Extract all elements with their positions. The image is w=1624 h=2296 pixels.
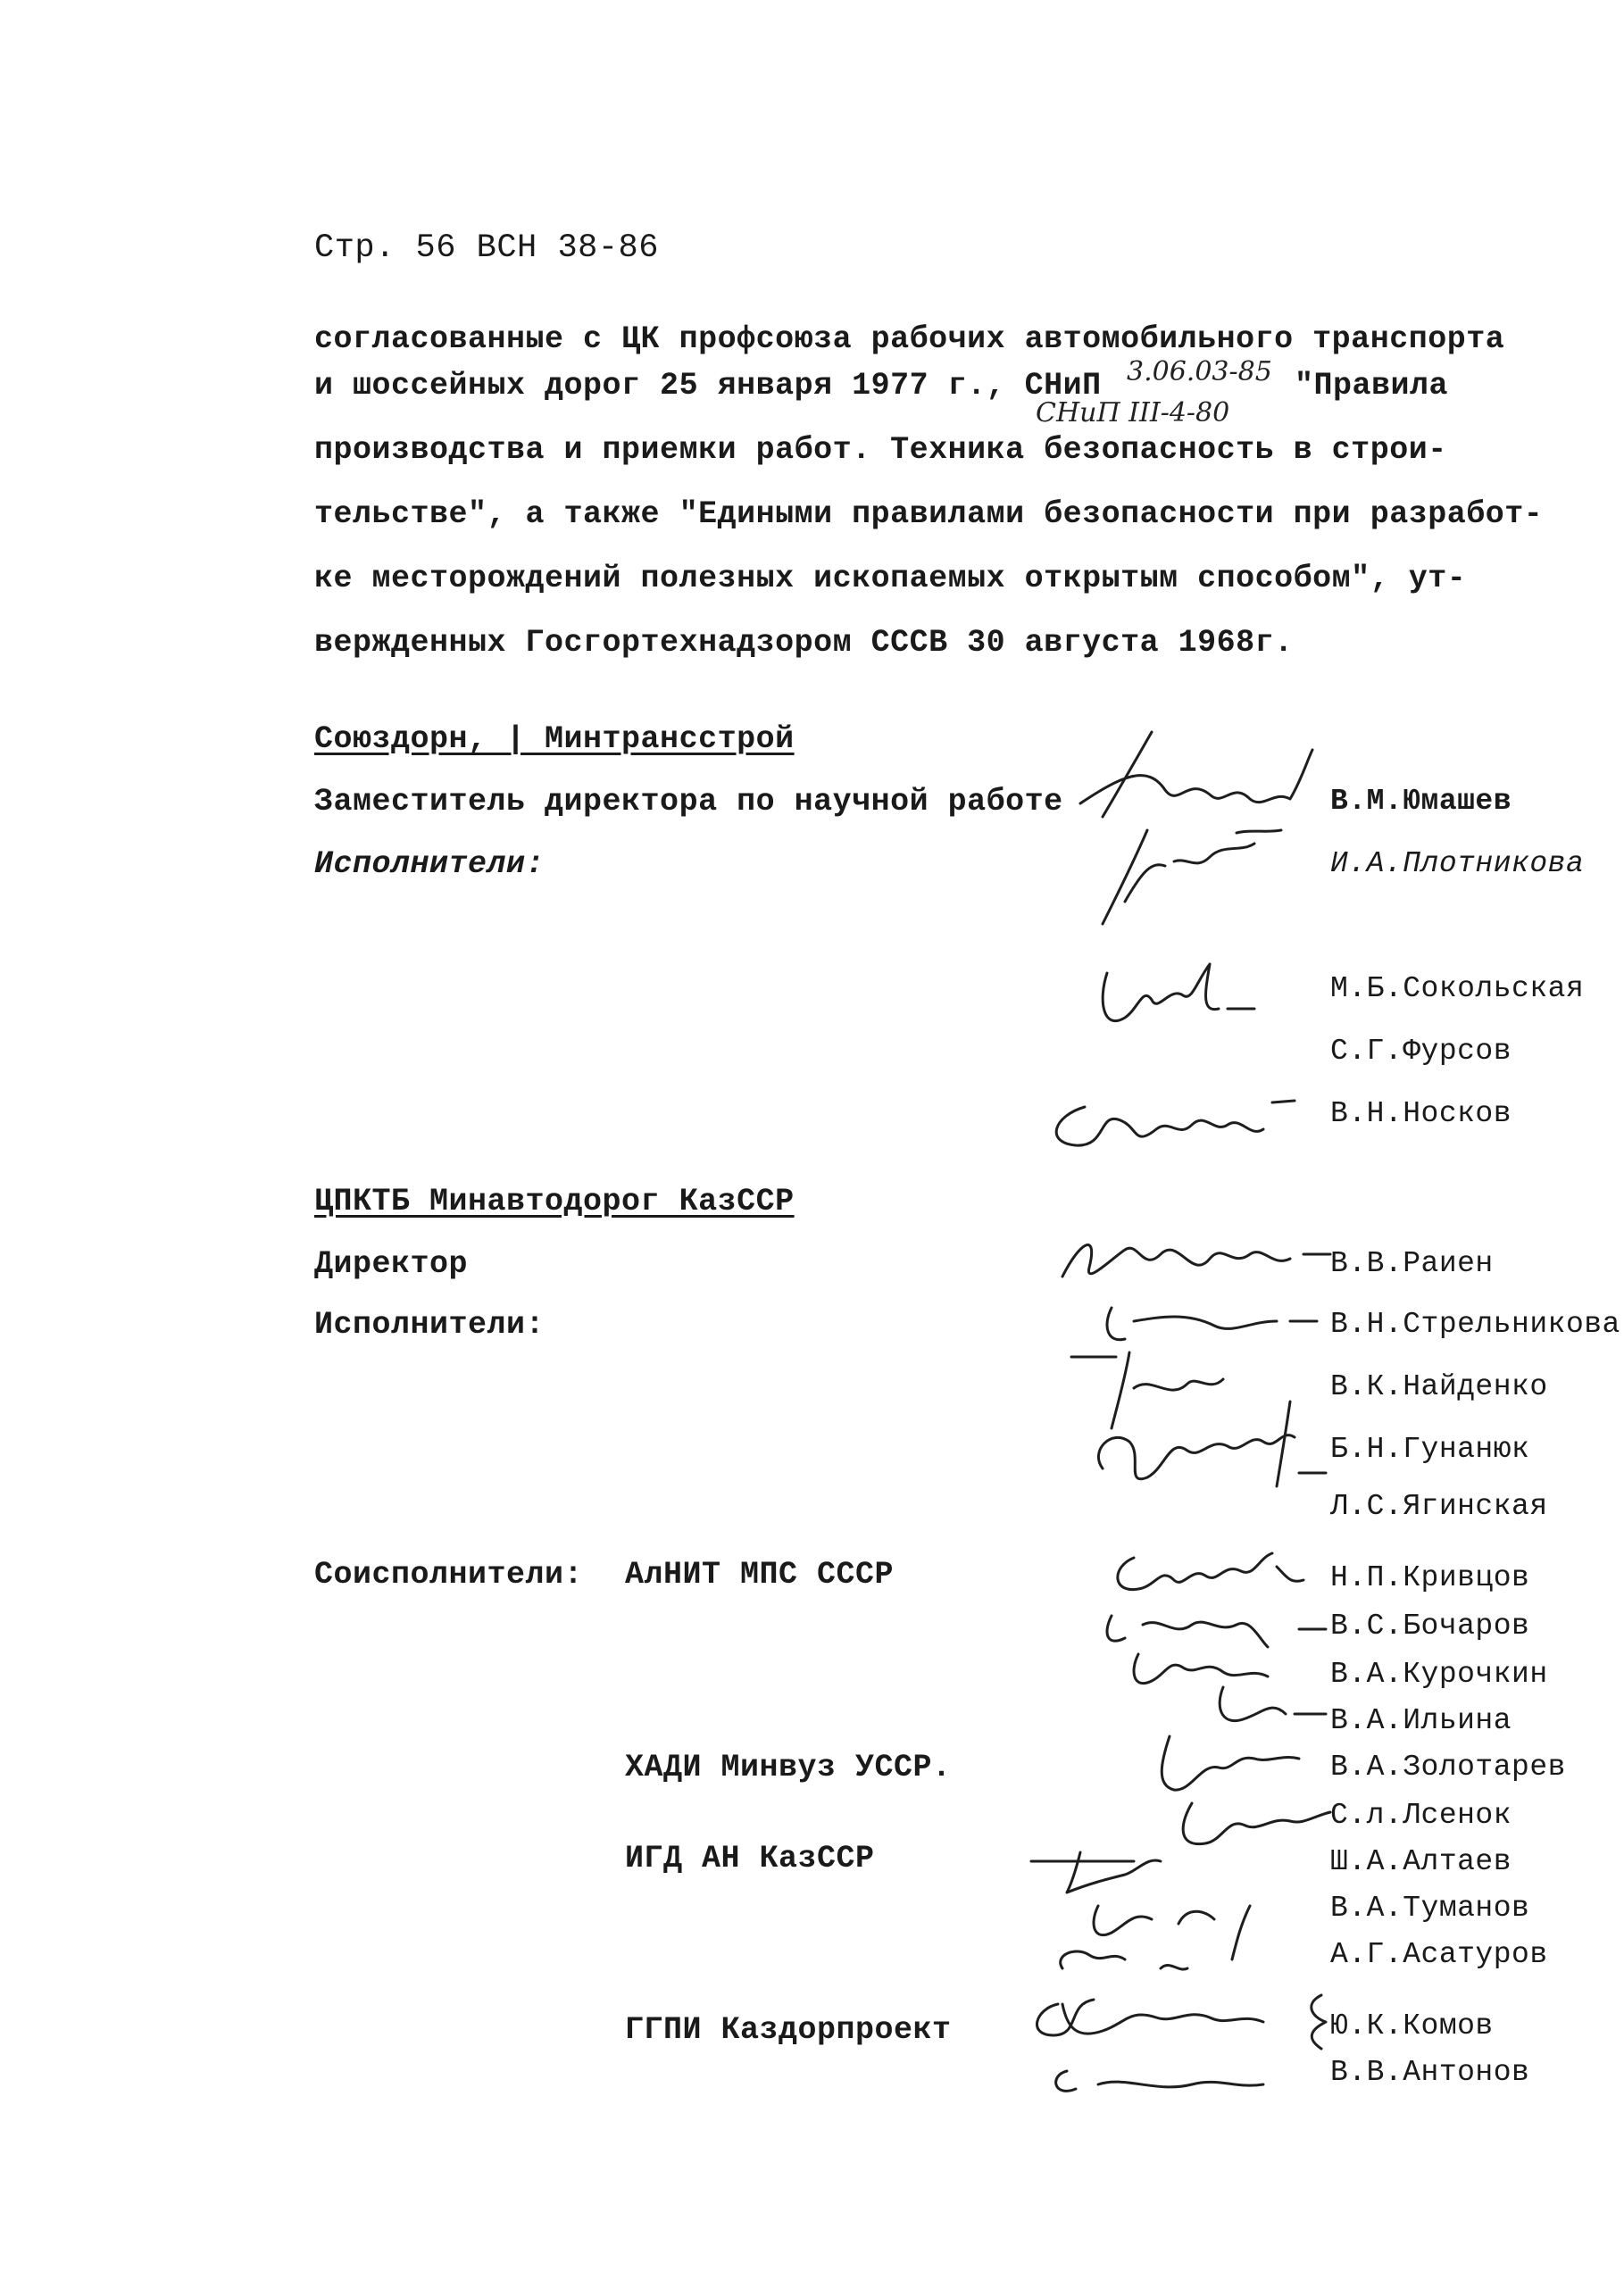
- page-header: Стр. 56 ВСН 38-86: [314, 229, 659, 267]
- section1-org: Союздорн, | Минтрансстрой: [314, 721, 795, 757]
- signature-komov-antonov: [1013, 1986, 1335, 2102]
- section3-org-1: АлНИТ МПС СССР: [625, 1557, 895, 1593]
- body-line-3: производства и приемки работ. Техника безопасность в строи-: [314, 432, 1447, 468]
- section2-executor-4: Л.С.Ягинская: [1330, 1490, 1548, 1523]
- signature-gunanyuk: [1076, 1388, 1335, 1504]
- signature-plotnikova: [1089, 817, 1295, 933]
- signature-zolotarev: [1147, 1727, 1326, 1799]
- body-line-5: ке месторождений полезных ископаемых открытым способом", ут-: [314, 561, 1467, 596]
- body-line-1: согласованные с ЦК профсоюза рабочих автомобильного транспорта: [314, 321, 1505, 357]
- section3-org-4-name-1: Ю.К.Комов: [1330, 2009, 1494, 2042]
- section3-org-3: ИГД АН КазССР: [625, 1841, 875, 1876]
- section3-org-1-name-4: В.А.Ильина: [1330, 1704, 1512, 1737]
- body-line-2-end: "Правила: [1295, 368, 1449, 403]
- section1-executor-4: В.Н.Носков: [1330, 1097, 1512, 1130]
- section3-org-4: ГГПИ Каздорпроект: [625, 2012, 952, 2048]
- section3-org-2: ХАДИ Минвуз УССР.: [625, 1750, 952, 1785]
- section2-executor-1: В.Н.Стрельникова: [1330, 1308, 1620, 1341]
- section2-director-label: Директор: [314, 1246, 469, 1282]
- section2-executors-label: Исполнители:: [314, 1307, 545, 1343]
- section1-deputy-label: Заместитель директора по научной работе: [314, 784, 1063, 819]
- section3-org-2-name-2: С.л.Лсенок: [1330, 1799, 1512, 1832]
- section3-org-3-name-1: Ш.А.Алтаев: [1330, 1845, 1512, 1878]
- section1-executor-3: С.Г.Фурсов: [1330, 1035, 1512, 1068]
- section2-org: ЦПКТБ Минавтодорог КазССР: [314, 1184, 795, 1219]
- section1-executors-label: Исполнители:: [314, 846, 545, 882]
- body-line-6: вержденных Госгортехнадзором СССВ 30 августа 1968г.: [314, 625, 1294, 661]
- section1-executor-1: И.А.Плотникова: [1330, 847, 1585, 880]
- handwritten-snip-1: 3.06.03-85: [1127, 356, 1272, 387]
- section3-org-3-name-3: А.Г.Асатуров: [1330, 1938, 1548, 1971]
- section3-coexecutors-label: Соисполнители:: [314, 1557, 584, 1593]
- section3-org-3-name-2: В.А.Туманов: [1330, 1892, 1530, 1925]
- section1-deputy-name: В.М.Юмашев: [1330, 785, 1512, 818]
- section3-org-1-name-3: В.А.Курочкин: [1330, 1658, 1548, 1691]
- section2-director-name: В.В.Раиен: [1330, 1247, 1494, 1280]
- signature-altaev-tumanov-asaturov: [1027, 1843, 1330, 1986]
- section2-executor-3: Б.Н.Гунанюк: [1330, 1433, 1530, 1466]
- handwritten-snip-2: СНиП III-4-80: [1036, 397, 1230, 428]
- section3-org-1-name-2: В.С.Бочаров: [1330, 1610, 1530, 1643]
- section3-org-4-name-2: В.В.Антонов: [1330, 2056, 1530, 2089]
- body-line-4: тельстве", а также "Едиными правилами безопасности при разработ-: [314, 496, 1544, 532]
- section3-org-1-name-1: Н.П.Кривцов: [1330, 1561, 1530, 1594]
- body-line-2: и шоссейных дорог 25 января 1977 г., СНиП: [314, 368, 1102, 403]
- signature-krivtsov: [1098, 1540, 1330, 1607]
- signature-yumashev: [1067, 728, 1326, 830]
- section2-executor-2: В.К.Найденко: [1330, 1370, 1548, 1403]
- section1-executor-2: М.Б.Сокольская: [1330, 972, 1585, 1005]
- section3-org-2-name-1: В.А.Золотарев: [1330, 1751, 1566, 1784]
- signature-noskov: [1036, 1076, 1321, 1160]
- signature-sokolskaya: [1085, 946, 1272, 1044]
